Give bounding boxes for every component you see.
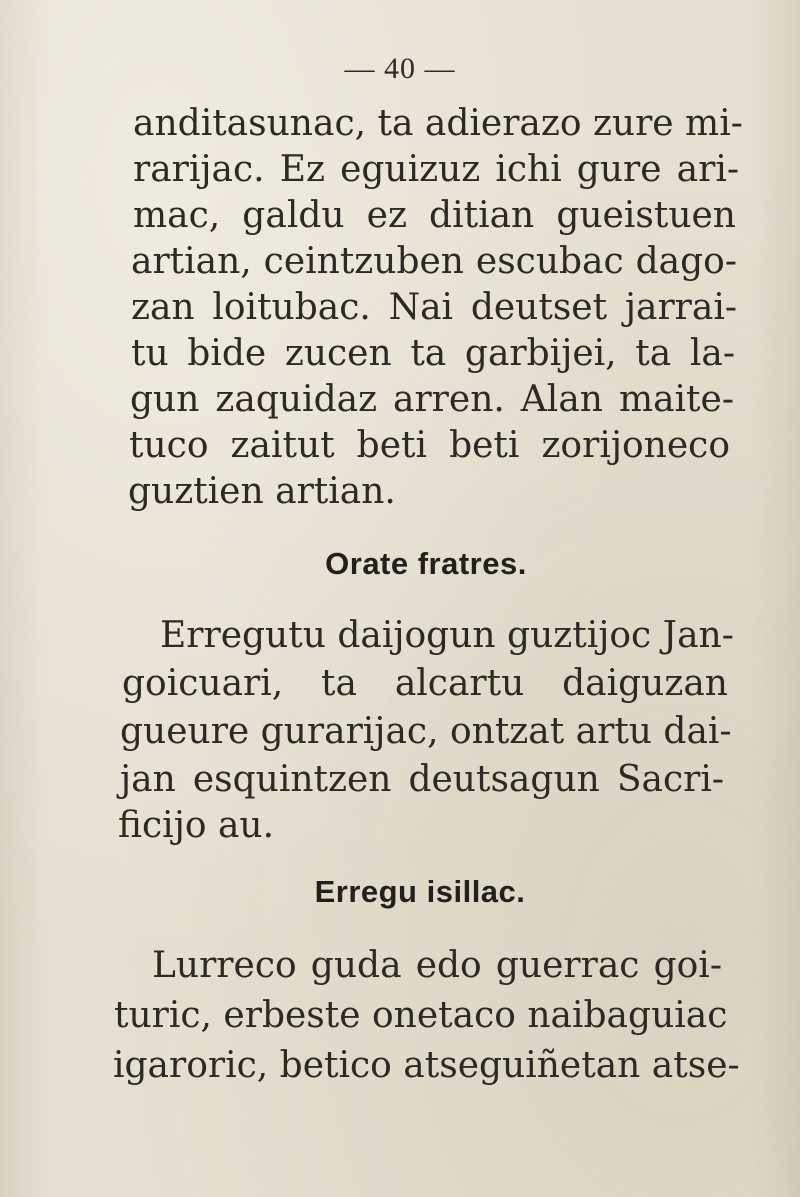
text-line: gueure gurarijac, ontzat artu dai- <box>120 711 732 752</box>
text-line: igaroric, betico atseguiñetan atse- <box>113 1045 740 1086</box>
text-line: rarijac. Ez eguizuz ichi gure ari- <box>133 149 739 190</box>
page-number: — 40 — <box>344 52 456 85</box>
text-line: ficijo au. <box>118 805 275 846</box>
text-line: turic, erbeste onetaco naibaguiac <box>114 995 728 1036</box>
text-line: Erregutu daijogun guztijoc Jan- <box>160 615 734 656</box>
text-line: Lurreco guda edo guerrac goi- <box>152 945 722 986</box>
text-line: tuco zaitut beti beti zorijoneco <box>129 425 730 466</box>
section-heading: Orate fratres. <box>325 546 527 581</box>
text-line: mac, galdu ez ditian gueistuen <box>133 195 736 236</box>
section-heading: Erregu isillac. <box>314 874 526 909</box>
text-line: artian, ceintzuben escubac dago- <box>131 241 737 282</box>
text-line: zan loitubac. Nai deutset jarrai- <box>131 287 737 328</box>
text-line: goicuari, ta alcartu daiguzan <box>122 663 728 704</box>
text-line: anditasunac, ta adierazo zure mi- <box>133 103 743 144</box>
text-line: gun zaquidaz arren. Alan maite- <box>130 379 734 420</box>
text-line: jan esquintzen deutsagun Sacri- <box>120 759 724 800</box>
text-line: tu bide zucen ta garbijei, ta la- <box>131 333 735 374</box>
text-line: guztien artian. <box>128 471 396 512</box>
